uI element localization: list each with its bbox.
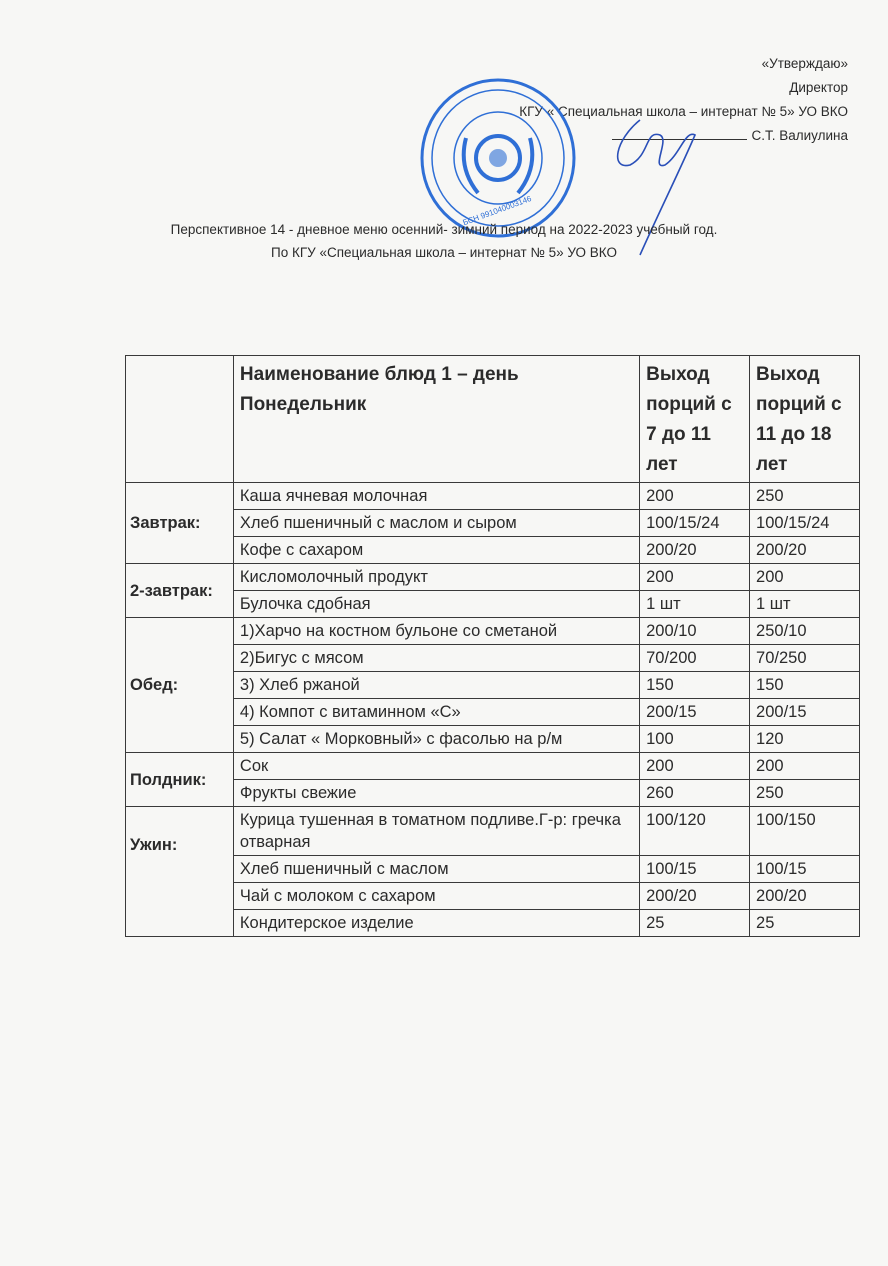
dish-name: Хлеб пшеничный с маслом и сыром	[233, 510, 639, 537]
portion-11-18: 25	[750, 910, 860, 937]
dish-name: Хлеб пшеничный с маслом	[233, 856, 639, 883]
portion-11-18: 1 шт	[750, 591, 860, 618]
meal-label: Завтрак:	[126, 483, 234, 564]
svg-text:БСН 991040003146: БСН 991040003146	[461, 194, 533, 228]
document-subtitle: По КГУ «Специальная школа – интернат № 5» УО ВКО	[271, 245, 617, 260]
portion-11-18: 200/20	[750, 537, 860, 564]
table-row	[126, 672, 860, 699]
meal-label-empty	[126, 883, 234, 937]
portion-11-18: 150	[750, 672, 860, 699]
portion-7-11: 100/15/24	[640, 510, 750, 537]
portion-11-18: 100/15	[750, 856, 860, 883]
portion-7-11: 70/200	[640, 645, 750, 672]
portion-7-11: 200/20	[640, 537, 750, 564]
table-row	[126, 726, 860, 753]
portion-11-18: 70/250	[750, 645, 860, 672]
table-row	[126, 856, 860, 883]
dish-name: Кисломолочный продукт	[233, 564, 639, 591]
portion-11-18: 250	[750, 780, 860, 807]
portion-7-11: 200/20	[640, 883, 750, 910]
portion-11-18: 250	[750, 483, 860, 510]
portion-7-11: 150	[640, 672, 750, 699]
portion-7-11: 100/15	[640, 856, 750, 883]
dish-name: Чай с молоком с сахаром	[233, 883, 639, 910]
director-name: С.Т. Валиулина	[751, 128, 848, 143]
portion-7-11: 1 шт	[640, 591, 750, 618]
dish-name: 5) Салат « Морковный» с фасолью на р/м	[233, 726, 639, 753]
header-portion-7-11: Выход порций с 7 до 11 лет	[640, 356, 750, 483]
table-row	[126, 591, 860, 618]
portion-7-11: 260	[640, 780, 750, 807]
dish-name: Фрукты свежие	[233, 780, 639, 807]
table-row	[126, 510, 860, 537]
table-row	[126, 807, 860, 856]
portion-11-18: 200/20	[750, 883, 860, 910]
portion-7-11: 25	[640, 910, 750, 937]
table-row	[126, 883, 860, 910]
portion-7-11: 100	[640, 726, 750, 753]
table-row	[126, 699, 860, 726]
document-title: Перспективное 14 - дневное меню осенний- зимний период на 2022-2023 учебный год.	[170, 222, 718, 237]
meal-label: Ужин:	[126, 807, 234, 883]
director-position: Директор	[789, 80, 848, 95]
dish-name: 4) Компот с витаминном «С»	[233, 699, 639, 726]
table-row	[126, 564, 860, 591]
approve-label: «Утверждаю»	[761, 56, 848, 71]
header-portion-11-18: Выход порций с 11 до 18 лет	[750, 356, 860, 483]
portion-11-18: 100/15/24	[750, 510, 860, 537]
dish-name: Курица тушенная в томатном подливе.Г-р: гречка отварная	[233, 807, 639, 856]
dish-name: Каша ячневая молочная	[233, 483, 639, 510]
handwritten-signature	[600, 110, 710, 260]
portion-7-11: 200	[640, 483, 750, 510]
dish-name: Кофе с сахаром	[233, 537, 639, 564]
header-dish-name: Наименование блюд 1 – день Понедельник	[233, 356, 639, 483]
table-header-row	[126, 356, 860, 483]
table-row	[126, 780, 860, 807]
organization: КГУ « Специальная школа – интернат № 5» УО ВКО	[519, 104, 848, 119]
dish-name: 2)Бигус с мясом	[233, 645, 639, 672]
menu-table	[125, 355, 860, 937]
dish-name: Сок	[233, 753, 639, 780]
portion-11-18: 200	[750, 753, 860, 780]
table-row	[126, 537, 860, 564]
portion-11-18: 200	[750, 564, 860, 591]
table-row	[126, 645, 860, 672]
dish-name: Кондитерское изделие	[233, 910, 639, 937]
portion-7-11: 200/10	[640, 618, 750, 645]
meal-label: Полдник:	[126, 753, 234, 807]
dish-name: 3) Хлеб ржаной	[233, 672, 639, 699]
dish-name: Булочка сдобная	[233, 591, 639, 618]
header-cell	[126, 356, 234, 483]
portion-7-11: 100/120	[640, 807, 750, 856]
dish-name: 1)Харчо на костном бульоне со сметаной	[233, 618, 639, 645]
portion-11-18: 200/15	[750, 699, 860, 726]
table-row	[126, 910, 860, 937]
portion-7-11: 200	[640, 753, 750, 780]
official-stamp	[418, 78, 578, 238]
portion-11-18: 100/150	[750, 807, 860, 856]
meal-label: Обед:	[126, 618, 234, 753]
portion-7-11: 200	[640, 564, 750, 591]
table-row	[126, 618, 860, 645]
portion-11-18: 120	[750, 726, 860, 753]
table-row	[126, 483, 860, 510]
portion-7-11: 200/15	[640, 699, 750, 726]
table-row	[126, 753, 860, 780]
portion-11-18: 250/10	[750, 618, 860, 645]
meal-label: 2-завтрак:	[126, 564, 234, 618]
